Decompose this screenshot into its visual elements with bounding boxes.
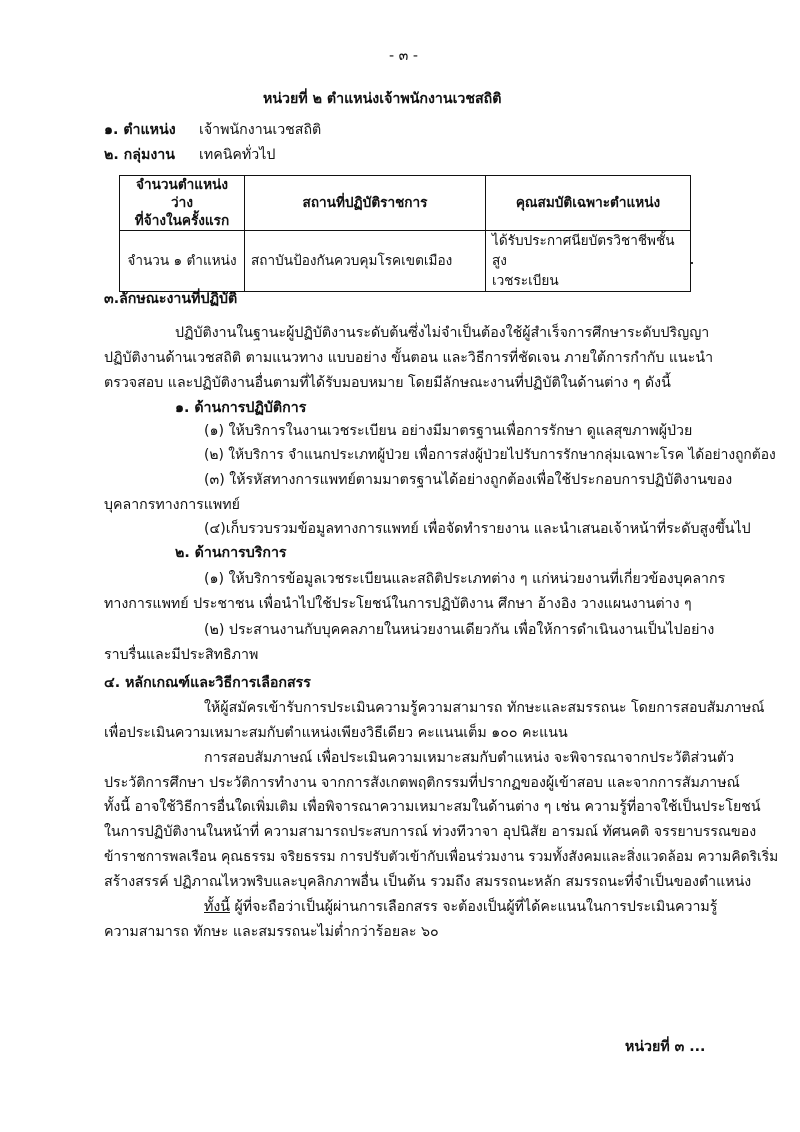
table-row [120,231,691,292]
position-table [119,175,691,292]
section4-para2-line5: ข้าราชการพลเรือน คุณธรรม จริยธรรม การปรับตัวเข้ากับเพื่อนร่วมงาน รวมทั้งสังคมและสิ่งแวดล้อม ความคิดริเริ่ม [104,849,779,865]
section4-para2-line4: ในการปฏิบัติงานในหน้าที่ ความสามารถประสบการณ์ ท่วงทีวาจา อุปนิสัย อารมณ์ ทัศนคติ จรรยาบรรณของ [104,824,757,840]
work-group-value: เทคนิคทั่วไป [199,147,276,163]
para3-rest: ผู้ที่จะถือว่าเป็นผู้ผ่านการเลือกสรร จะต้องเป็นผู้ที่ได้คะแนนในการประเมินความรู้ [229,899,718,915]
operation-item-3: (๓) ให้รหัสทางการแพทย์ตามมาตรฐานได้อย่างถูกต้องเพื่อใช้ประกอบการปฏิบัติงานของ [204,472,733,488]
cell-vacancy-count: จำนวน ๑ ตำแหน่ง [120,231,245,292]
operation-item-1: (๑) ให้บริการในงานเวชระเบียน อย่างมีมาตรฐานเพื่อการรักษา ดูแลสุขภาพผู้ป่วย [204,423,693,439]
section4-para1-line2: เพื่อประเมินความเหมาะสมกับตำแหน่งเพียงวิธีเดียว คะแนนเต็ม ๑๐๐ คะแนน [104,725,568,741]
cell-qualification [486,231,691,292]
header-qualification: คุณสมบัติเฉพาะตำแหน่ง [486,176,691,231]
section4-title: ๔. หลักเกณฑ์และวิธีการเลือกสรร [104,675,311,691]
service-subtitle: ๒. ด้านการบริการ [175,545,287,561]
table-header-row [120,176,691,231]
section3-intro-line1: ปฏิบัติงานในฐานะผู้ปฏิบัติงานระดับต้นซึ่งไม่จำเป็นต้องใช้ผู้สำเร็จการศึกษาระดับปริญญา [175,325,710,341]
position-label: ๑. ตำแหน่ง [104,122,176,138]
section4-para2-line3: ทั้งนี้ อาจใช้วิธีการอื่นใดเพิ่มเติม เพื่อพิจารณาความเหมาะสมในด้านต่าง ๆ เช่น ความรู้ที่อาจใช้เป็นประโยชน์ [104,799,761,815]
section3-title: ๓.ลักษณะงานที่ปฏิบัติ [104,291,238,307]
page-number: - ๓ - [389,48,418,64]
section4-para2-line6: สร้างสรรค์ ปฏิภาณไหวพริบและบุคลิกภาพอื่น เป็นต้น รวมถึง สมรรถนะหลัก สมรรถนะที่จำเป็นของตำแหน่ง [104,874,752,890]
header-workplace: สถานที่ปฏิบัติราชการ [245,176,486,231]
section4-para3-line1 [204,897,717,917]
header-vacancies-line1: จำนวนตำแหน่งว่าง [136,177,228,211]
unit-title: หน่วยที่ ๒ ตำแหน่งเจ้าพนักงานเวชสถิติ [263,91,502,107]
service-item-2: (๒) ประสานงานกับบุคคลภายในหน่วยงานเดียวกัน เพื่อให้การดำเนินงานเป็นไปอย่าง [204,622,715,638]
operation-item-2: (๒) ให้บริการ จำแนกประเภทผู้ป่วย เพื่อการส่งผู้ป่วยไปรับการรักษากลุ่มเฉพาะโรค ได้อย่างถูกต้อง [204,447,776,463]
service-item-2-cont: ราบรื่นและมีประสิทธิภาพ [104,647,259,663]
section4-para3-line2: ความสามารถ ทักษะ และสมรรถนะไม่ต่ำกว่าร้อยละ ๖๐ [104,924,439,940]
position-value: เจ้าพนักงานเวชสถิติ [199,122,322,138]
service-item-1-cont: ทางการแพทย์ ประชาชน เพื่อนำไปใช้ประโยชน์ในการปฏิบัติงาน ศึกษา อ้างอิง วางแผนงานต่าง ๆ [104,596,692,612]
section4-para2-line2: ประวัติการศึกษา ประวัติการทำงาน จากการสังเกตพฤติกรรมที่ปรากฏของผู้เข้าสอบ และจากการสัมภาษณ์ [104,775,740,791]
section3-intro-line3: ตรวจสอบ และปฏิบัติงานอื่นตามที่ได้รับมอบหมาย โดยมีลักษณะงานที่ปฏิบัติในด้านต่าง ๆ ดังนี้ [104,375,671,391]
section3-intro-line2: ปฏิบัติงานด้านเวชสถิติ ตามแนวทาง แบบอย่าง ขั้นตอน และวิธีการที่ชัดเจน ภายใต้การกำกับ แนะนำ [104,350,714,366]
section4-para1-line1: ให้ผู้สมัครเข้ารับการประเมินความรู้ความสามารถ ทักษะและสมรรถนะ โดยการสอบสัมภาษณ์ [204,700,765,716]
next-page-footer: หน่วยที่ ๓ ... [625,1039,706,1055]
service-item-1: (๑) ให้บริการข้อมูลเวชระเบียนและสถิติประเภทต่าง ๆ แก่หน่วยงานที่เกี่ยวข้องบุคลากร [204,571,726,587]
operation-subtitle: ๑. ด้านการปฏิบัติการ [175,400,307,416]
operation-item-3-cont: บุคลากรทางการแพทย์ [104,497,240,513]
header-vacancies [120,176,245,231]
qualification-line2: เวชระเบียน [492,273,559,289]
header-vacancies-line2: ที่จ้างในครั้งแรก [134,213,230,229]
stray-mark [691,262,693,264]
section4-para2-line1: การสอบสัมภาษณ์ เพื่อประเมินความเหมาะสมกับตำแหน่ง จะพิจารณาจากประวัติส่วนตัว [204,750,735,766]
qualification-line1: ได้รับประกาศนียบัตรวิชาชีพชั้นสูง [492,233,675,269]
operation-item-4: (๔)เก็บรวบรวมข้อมูลทางการแพทย์ เพื่อจัดทำรายงาน และนำเสนอเจ้าหน้าที่ระดับสูงขึ้นไป [204,521,751,537]
work-group-label: ๒. กลุ่มงาน [104,147,175,163]
cell-workplace: สถาบันป้องกันควบคุมโรคเขตเมือง [245,231,486,292]
para3-lead-underlined: ทั้งนี้ [204,899,230,915]
